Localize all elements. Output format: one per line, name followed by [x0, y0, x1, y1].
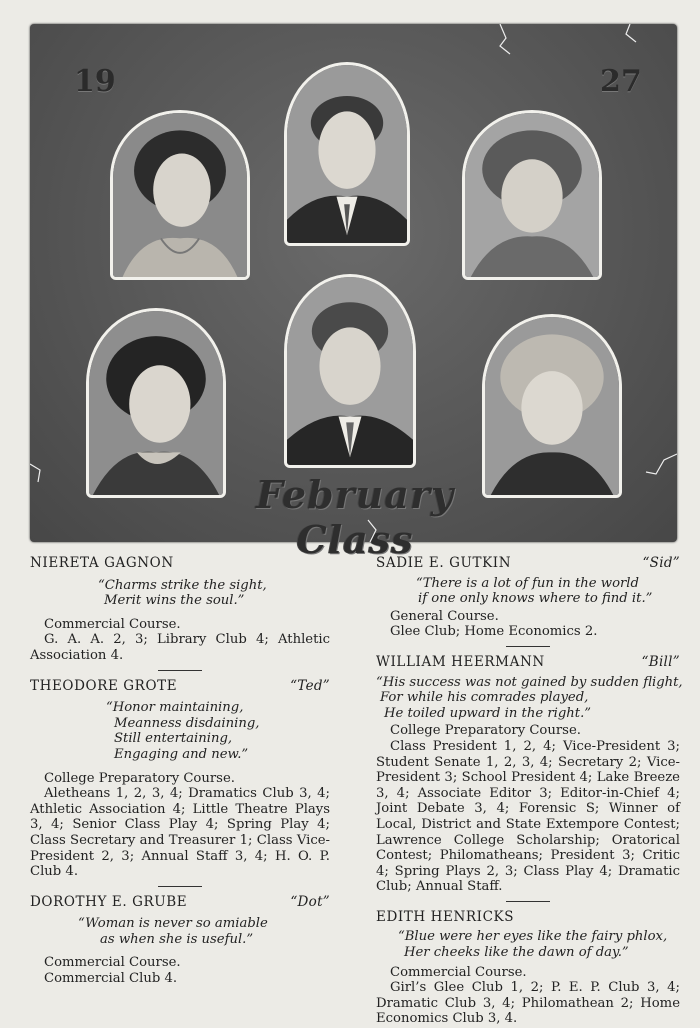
student-motto: “His success was not gained by sudden flight, For while his comrades played, He toiled upward in the right.” — [376, 674, 683, 721]
entry-william-heermann — [376, 653, 683, 895]
student-nickname: “Ted” — [290, 677, 330, 694]
student-course: Commercial Course. — [44, 955, 181, 971]
divider — [506, 646, 550, 647]
divider — [506, 901, 550, 902]
student-name: DOROTHY E. GRUBE — [30, 893, 188, 910]
class-photo-panel — [30, 24, 677, 562]
student-nickname: “Sid” — [642, 555, 680, 571]
year-left: 19 — [74, 64, 116, 99]
right-column — [376, 555, 683, 1027]
year-right: 27 — [600, 64, 642, 99]
student-activities: Glee Club; Home Economics 2. — [390, 624, 598, 640]
entry-sadie-gutkin — [376, 556, 680, 640]
student-nickname: “Dot” — [290, 893, 330, 910]
student-motto: “Charms strike the sight, Merit wins the soul.” — [98, 577, 267, 609]
left-column — [30, 556, 330, 987]
student-motto: “Blue were her eyes like the fairy phlox, Her cheeks like the dawn of day.” — [398, 929, 668, 961]
student-activities: Commercial Club 4. — [44, 971, 178, 987]
student-course: Commercial Course. — [390, 964, 527, 980]
entry-dorothy-grube — [30, 895, 330, 987]
student-nickname: “Bill” — [641, 653, 680, 670]
student-course: General Course. — [390, 608, 499, 624]
student-motto: “There is a lot of fun in the world if one only knows where to find it.” — [416, 575, 653, 607]
student-name: NIERETA GAGNON — [30, 555, 174, 571]
student-name: THEODORE GROTE — [30, 677, 178, 694]
divider — [158, 670, 202, 671]
divider — [158, 886, 202, 887]
student-course: College Preparatory Course. — [44, 770, 235, 786]
entry-theodore-grote — [30, 679, 330, 880]
student-activities: G. A. A. 2, 3; Library Club 4; Athletic Association 4. — [30, 632, 330, 663]
entry-niereta-gagnon — [30, 556, 330, 664]
student-course: Commercial Course. — [44, 616, 181, 632]
panel-crack-decoration — [30, 24, 677, 542]
february-class-banner: February Class — [255, 472, 455, 562]
student-course: College Preparatory Course. — [390, 723, 581, 739]
student-name: WILLIAM HEERMANN — [376, 653, 545, 670]
student-name: EDITH HENRICKS — [376, 908, 515, 925]
student-activities: Aletheans 1, 2, 3, 4; Dramatics Club 3, 4; Athletic Association 4; Little Theatre Plays 3, 4; Senior Class Play 4; Spring Play 4; Class Secretary and Treasurer 1; Class Vice-President 2, 3; Annual Staff 3, 4; H. O. P. Club 4. — [30, 786, 330, 880]
entry-edith-henricks — [376, 910, 680, 1027]
student-activities: Girl’s Glee Club 1, 2; P. E. P. Club 3, 4; Dramatic Club 3, 4; Philomathean 2; Home Economics Club 3, 4. — [376, 980, 680, 1027]
student-activities: Class President 1, 2, 4; Vice-President 3; Student Senate 1, 2, 3, 4; Secretary 2; Vice-President 3; School President 4; Lake Breeze 3, 4; Associate Editor 3; Editor-in-Chief 4; Joint Debate 3, 4; Forensic S; Winner of Local, District and State Extempore Contest; Lawrence College Scholarship; Oratorical Contest; Philomatheans; President 3; Critic 4; Spring Plays 2, 3; Class Play 4; Dramatic Club; Annual Staff. — [376, 738, 680, 895]
student-motto: “Woman is never so amiable as when she is useful.” — [78, 916, 268, 947]
student-name: SADIE E. GUTKIN — [376, 555, 512, 571]
student-motto: “Honor maintaining, Meanness disdaining, Still entertaining, Engaging and new.” — [106, 700, 260, 762]
